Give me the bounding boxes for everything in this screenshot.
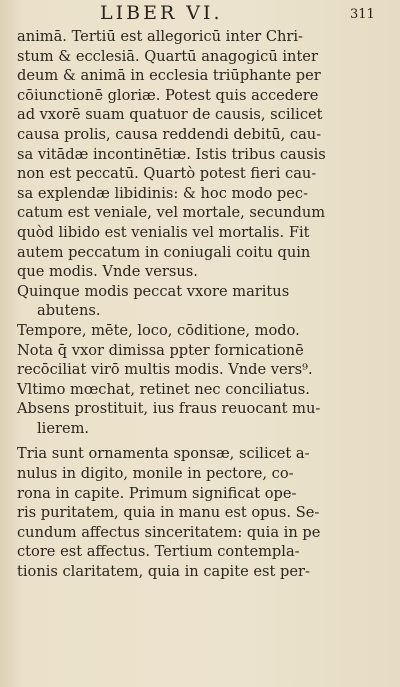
paragraph <box>17 444 324 581</box>
text-line: tionis claritatem, quia in capite est per- <box>17 563 310 581</box>
paragraph <box>17 321 324 439</box>
text-line: quòd libido est venialis vel mortalis. Fit <box>17 223 310 241</box>
text-line: sa vitādæ incontinētiæ. Istis tribus causis <box>17 145 326 163</box>
text-line: Absens prostituit, ius fraus reuocant mu- <box>17 400 321 418</box>
text-line: catum est veniale, vel mortale, secundum <box>17 204 326 222</box>
body-text <box>17 27 324 582</box>
text-line: rona in capite. Primum significat ope- <box>17 484 297 502</box>
text-line: Tempore, mēte, loco, cōditione, modo. <box>17 321 300 339</box>
text-line: Nota q̄ vxor dimissa ppter fornicationē <box>17 341 304 359</box>
paragraph <box>17 27 324 282</box>
running-title: LIBER VI. <box>100 2 223 24</box>
text-line: lierem. <box>37 419 90 437</box>
text-line: que modis. Vnde versus. <box>17 263 198 281</box>
text-line: recōciliat virō multis modis. Vnde vers⁹. <box>17 361 313 379</box>
text-line: animā. Tertiū est allegoricū inter Chri- <box>17 28 303 45</box>
text-line: Vltimo mœchat, retinet nec conciliatus. <box>17 380 310 398</box>
text-line: Tria sunt ornamenta sponsæ, scilicet a- <box>17 445 310 463</box>
text-line: autem peccatum in coniugali coitu quin <box>17 243 311 261</box>
text-line: causa prolis, causa reddendi debitū, cau- <box>17 125 322 143</box>
paragraph <box>17 282 324 321</box>
page-number: 311 <box>350 7 375 22</box>
text-line: ctore est affectus. Tertium contempla- <box>17 543 300 561</box>
text-line: ad vxorē suam quatuor de causis, scilicet <box>17 106 323 124</box>
text-line: sa explendæ libidinis: & hoc modo pec- <box>17 184 309 202</box>
page-header <box>0 2 400 28</box>
text-line: abutens. <box>37 302 101 320</box>
text-line: Quinque modis peccat vxore maritus <box>17 282 290 300</box>
text-line: stum & ecclesiā. Quartū anagogicū inter <box>17 47 318 65</box>
text-line: deum & animā in ecclesia triūphante per <box>17 67 321 85</box>
text-line: cōiunctionē gloriæ. Potest quis accedere <box>17 86 319 104</box>
text-line: non est peccatū. Quartò potest fieri cau- <box>17 165 317 183</box>
text-line: ris puritatem, quia in manu est opus. Se- <box>17 504 320 522</box>
text-line: cundum affectus sinceritatem: quia in pe <box>17 523 321 541</box>
text-line: nulus in digito, monile in pectore, co- <box>17 465 294 483</box>
